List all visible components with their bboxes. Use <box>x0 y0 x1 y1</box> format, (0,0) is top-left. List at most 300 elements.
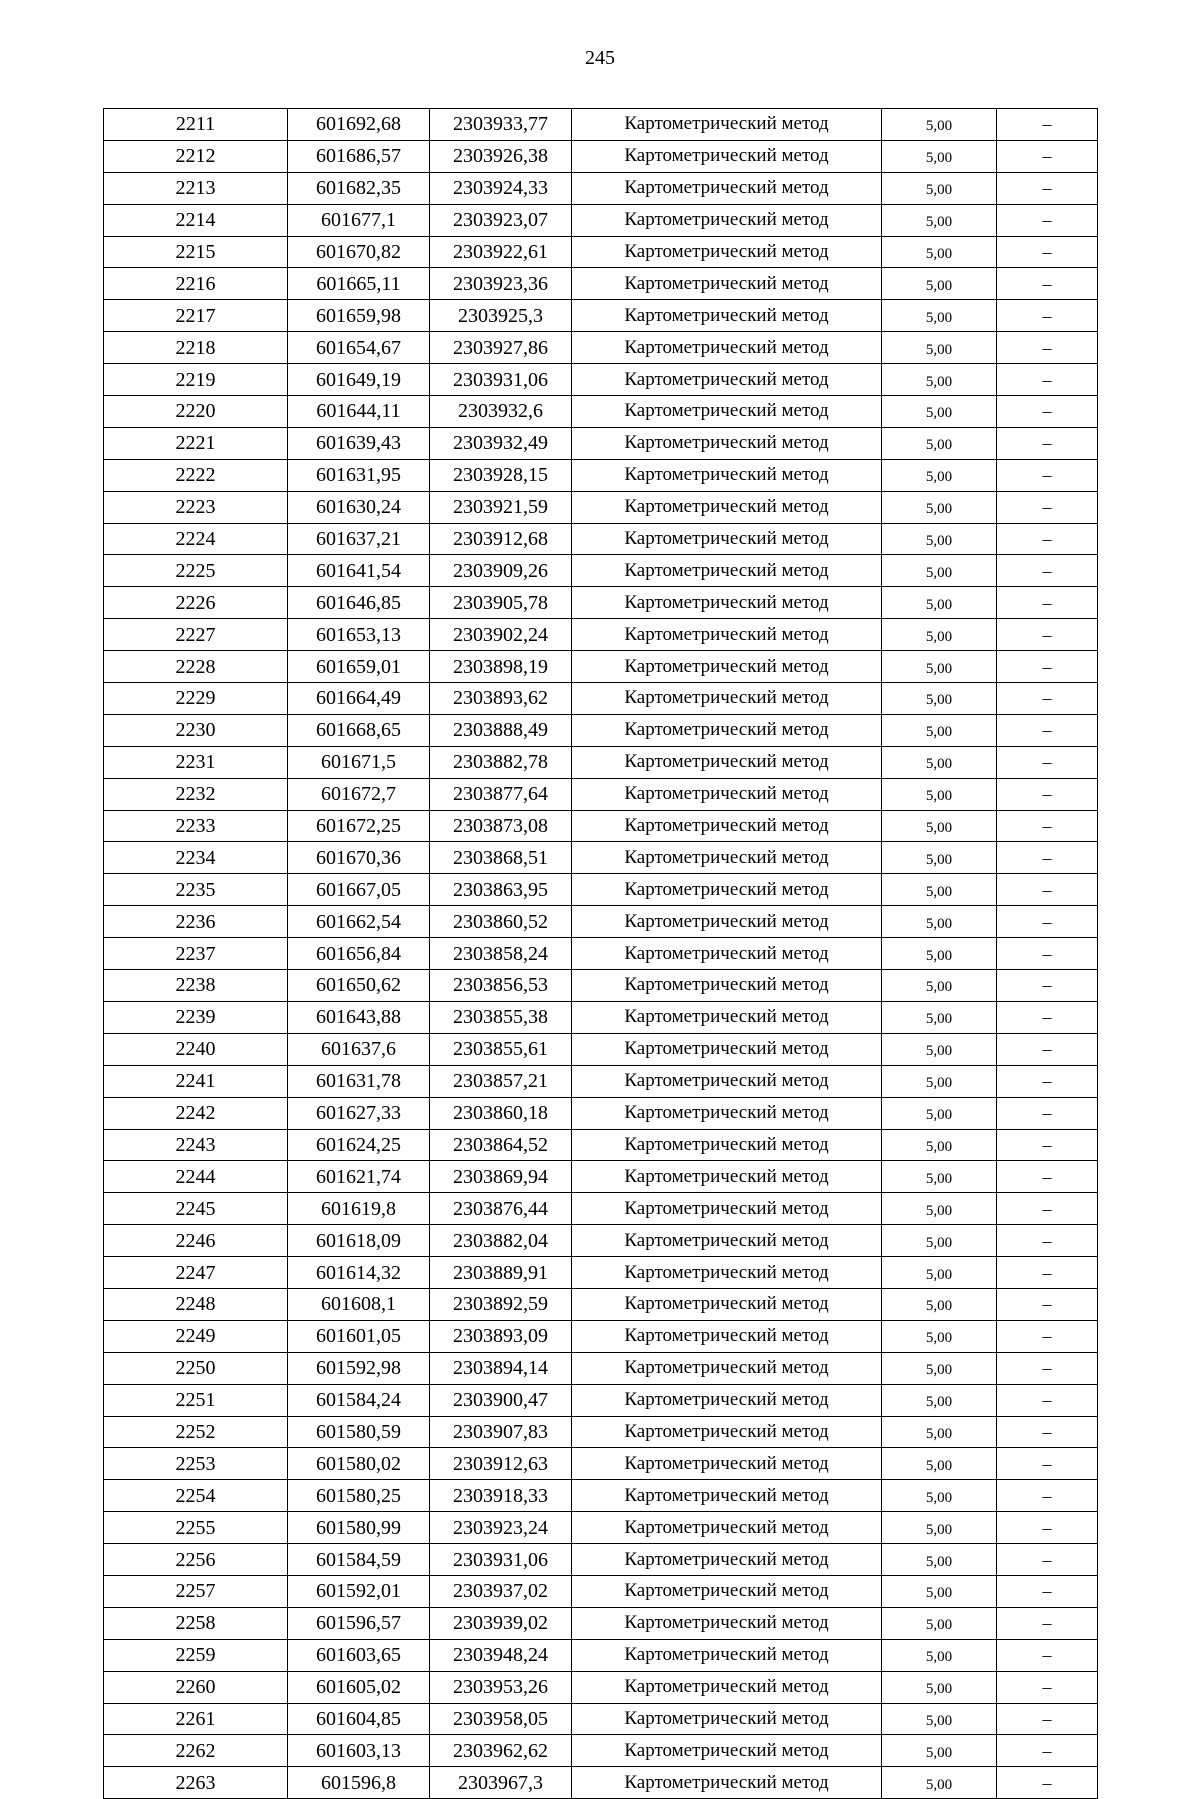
method-cell: Картометрический метод <box>572 1033 882 1065</box>
accuracy-cell: 5,00 <box>882 810 997 842</box>
accuracy-cell: 5,00 <box>882 683 997 715</box>
y-coordinate-cell: 2303889,91 <box>430 1257 572 1289</box>
note-cell: – <box>997 1129 1098 1161</box>
table-row <box>104 1416 1098 1448</box>
table-row <box>104 523 1098 555</box>
note-cell: – <box>997 459 1098 491</box>
point-number-cell: 2228 <box>104 651 288 683</box>
y-coordinate-cell: 2303932,6 <box>430 396 572 428</box>
x-coordinate-cell: 601619,8 <box>288 1193 430 1225</box>
note-cell: – <box>997 651 1098 683</box>
y-coordinate-cell: 2303877,64 <box>430 778 572 810</box>
method-cell: Картометрический метод <box>572 619 882 651</box>
table-row <box>104 1065 1098 1097</box>
y-coordinate-cell: 2303922,61 <box>430 236 572 268</box>
note-cell: – <box>997 140 1098 172</box>
accuracy-cell: 5,00 <box>882 1065 997 1097</box>
note-cell: – <box>997 268 1098 300</box>
note-cell: – <box>997 938 1098 970</box>
method-cell: Картометрический метод <box>572 1257 882 1289</box>
y-coordinate-cell: 2303918,33 <box>430 1480 572 1512</box>
table-row <box>104 1033 1098 1065</box>
page-number: 245 <box>585 47 615 69</box>
accuracy-cell: 5,00 <box>882 1416 997 1448</box>
table-row <box>104 1097 1098 1129</box>
x-coordinate-cell: 601621,74 <box>288 1161 430 1193</box>
point-number-cell: 2218 <box>104 332 288 364</box>
accuracy-cell: 5,00 <box>882 1320 997 1352</box>
table-row <box>104 332 1098 364</box>
x-coordinate-cell: 601584,59 <box>288 1544 430 1576</box>
table-row <box>104 651 1098 683</box>
y-coordinate-cell: 2303939,02 <box>430 1607 572 1639</box>
y-coordinate-cell: 2303926,38 <box>430 140 572 172</box>
table-row <box>104 427 1098 459</box>
point-number-cell: 2251 <box>104 1384 288 1416</box>
note-cell: – <box>997 236 1098 268</box>
method-cell: Картометрический метод <box>572 874 882 906</box>
method-cell: Картометрический метод <box>572 1767 882 1799</box>
x-coordinate-cell: 601604,85 <box>288 1703 430 1735</box>
accuracy-cell: 5,00 <box>882 970 997 1002</box>
method-cell: Картометрический метод <box>572 491 882 523</box>
y-coordinate-cell: 2303924,33 <box>430 172 572 204</box>
table-row <box>104 1288 1098 1320</box>
note-cell: – <box>997 300 1098 332</box>
method-cell: Картометрический метод <box>572 1448 882 1480</box>
accuracy-cell: 5,00 <box>882 587 997 619</box>
point-number-cell: 2220 <box>104 396 288 428</box>
y-coordinate-cell: 2303902,24 <box>430 619 572 651</box>
point-number-cell: 2240 <box>104 1033 288 1065</box>
x-coordinate-cell: 601601,05 <box>288 1320 430 1352</box>
table-row <box>104 1129 1098 1161</box>
point-number-cell: 2221 <box>104 427 288 459</box>
accuracy-cell: 5,00 <box>882 1544 997 1576</box>
table-row <box>104 1001 1098 1033</box>
x-coordinate-cell: 601672,7 <box>288 778 430 810</box>
table-row <box>104 714 1098 746</box>
x-coordinate-cell: 601603,13 <box>288 1735 430 1767</box>
table-row <box>104 619 1098 651</box>
accuracy-cell: 5,00 <box>882 1033 997 1065</box>
method-cell: Картометрический метод <box>572 842 882 874</box>
note-cell: – <box>997 1480 1098 1512</box>
method-cell: Картометрический метод <box>572 970 882 1002</box>
note-cell: – <box>997 1320 1098 1352</box>
y-coordinate-cell: 2303869,94 <box>430 1161 572 1193</box>
method-cell: Картометрический метод <box>572 268 882 300</box>
table-row <box>104 970 1098 1002</box>
x-coordinate-cell: 601653,13 <box>288 619 430 651</box>
method-cell: Картометрический метод <box>572 1544 882 1576</box>
table-row <box>104 268 1098 300</box>
point-number-cell: 2211 <box>104 109 288 141</box>
method-cell: Картометрический метод <box>572 1161 882 1193</box>
point-number-cell: 2219 <box>104 364 288 396</box>
point-number-cell: 2216 <box>104 268 288 300</box>
y-coordinate-cell: 2303923,36 <box>430 268 572 300</box>
table-row <box>104 236 1098 268</box>
note-cell: – <box>997 619 1098 651</box>
y-coordinate-cell: 2303923,07 <box>430 204 572 236</box>
accuracy-cell: 5,00 <box>882 364 997 396</box>
x-coordinate-cell: 601671,5 <box>288 746 430 778</box>
method-cell: Картометрический метод <box>572 651 882 683</box>
point-number-cell: 2260 <box>104 1671 288 1703</box>
note-cell: – <box>997 1767 1098 1799</box>
point-number-cell: 2232 <box>104 778 288 810</box>
x-coordinate-cell: 601672,25 <box>288 810 430 842</box>
point-number-cell: 2236 <box>104 906 288 938</box>
y-coordinate-cell: 2303912,63 <box>430 1448 572 1480</box>
method-cell: Картометрический метод <box>572 1735 882 1767</box>
accuracy-cell: 5,00 <box>882 1607 997 1639</box>
y-coordinate-cell: 2303948,24 <box>430 1639 572 1671</box>
point-number-cell: 2230 <box>104 714 288 746</box>
y-coordinate-cell: 2303893,62 <box>430 683 572 715</box>
point-number-cell: 2235 <box>104 874 288 906</box>
x-coordinate-cell: 601580,25 <box>288 1480 430 1512</box>
note-cell: – <box>997 396 1098 428</box>
table-row <box>104 683 1098 715</box>
accuracy-cell: 5,00 <box>882 714 997 746</box>
accuracy-cell: 5,00 <box>882 1001 997 1033</box>
point-number-cell: 2243 <box>104 1129 288 1161</box>
accuracy-cell: 5,00 <box>882 1288 997 1320</box>
x-coordinate-cell: 601659,98 <box>288 300 430 332</box>
y-coordinate-cell: 2303932,49 <box>430 427 572 459</box>
point-number-cell: 2223 <box>104 491 288 523</box>
accuracy-cell: 5,00 <box>882 746 997 778</box>
method-cell: Картометрический метод <box>572 427 882 459</box>
point-number-cell: 2257 <box>104 1575 288 1607</box>
y-coordinate-cell: 2303905,78 <box>430 587 572 619</box>
note-cell: – <box>997 970 1098 1002</box>
y-coordinate-cell: 2303933,77 <box>430 109 572 141</box>
y-coordinate-cell: 2303873,08 <box>430 810 572 842</box>
point-number-cell: 2263 <box>104 1767 288 1799</box>
point-number-cell: 2245 <box>104 1193 288 1225</box>
method-cell: Картометрический метод <box>572 1320 882 1352</box>
coordinates-table-body <box>104 109 1098 1799</box>
x-coordinate-cell: 601584,24 <box>288 1384 430 1416</box>
point-number-cell: 2256 <box>104 1544 288 1576</box>
x-coordinate-cell: 601603,65 <box>288 1639 430 1671</box>
table-row <box>104 842 1098 874</box>
point-number-cell: 2213 <box>104 172 288 204</box>
note-cell: – <box>997 874 1098 906</box>
point-number-cell: 2224 <box>104 523 288 555</box>
y-coordinate-cell: 2303868,51 <box>430 842 572 874</box>
note-cell: – <box>997 1416 1098 1448</box>
accuracy-cell: 5,00 <box>882 1671 997 1703</box>
note-cell: – <box>997 1001 1098 1033</box>
x-coordinate-cell: 601656,84 <box>288 938 430 970</box>
point-number-cell: 2214 <box>104 204 288 236</box>
y-coordinate-cell: 2303907,83 <box>430 1416 572 1448</box>
point-number-cell: 2225 <box>104 555 288 587</box>
x-coordinate-cell: 601659,01 <box>288 651 430 683</box>
table-row <box>104 1512 1098 1544</box>
note-cell: – <box>997 523 1098 555</box>
accuracy-cell: 5,00 <box>882 140 997 172</box>
y-coordinate-cell: 2303931,06 <box>430 364 572 396</box>
method-cell: Картометрический метод <box>572 204 882 236</box>
note-cell: – <box>997 810 1098 842</box>
accuracy-cell: 5,00 <box>882 842 997 874</box>
y-coordinate-cell: 2303962,62 <box>430 1735 572 1767</box>
point-number-cell: 2252 <box>104 1416 288 1448</box>
note-cell: – <box>997 1448 1098 1480</box>
accuracy-cell: 5,00 <box>882 1384 997 1416</box>
table-row <box>104 746 1098 778</box>
accuracy-cell: 5,00 <box>882 427 997 459</box>
table-row <box>104 1161 1098 1193</box>
note-cell: – <box>997 746 1098 778</box>
x-coordinate-cell: 601665,11 <box>288 268 430 300</box>
note-cell: – <box>997 491 1098 523</box>
method-cell: Картометрический метод <box>572 1480 882 1512</box>
y-coordinate-cell: 2303856,53 <box>430 970 572 1002</box>
accuracy-cell: 5,00 <box>882 1257 997 1289</box>
note-cell: – <box>997 906 1098 938</box>
accuracy-cell: 5,00 <box>882 109 997 141</box>
x-coordinate-cell: 601654,67 <box>288 332 430 364</box>
note-cell: – <box>997 555 1098 587</box>
note-cell: – <box>997 1288 1098 1320</box>
y-coordinate-cell: 2303876,44 <box>430 1193 572 1225</box>
accuracy-cell: 5,00 <box>882 1735 997 1767</box>
table-row <box>104 1639 1098 1671</box>
note-cell: – <box>997 1225 1098 1257</box>
y-coordinate-cell: 2303882,04 <box>430 1225 572 1257</box>
y-coordinate-cell: 2303855,61 <box>430 1033 572 1065</box>
accuracy-cell: 5,00 <box>882 1703 997 1735</box>
method-cell: Картометрический метод <box>572 810 882 842</box>
method-cell: Картометрический метод <box>572 459 882 491</box>
note-cell: – <box>997 1671 1098 1703</box>
note-cell: – <box>997 714 1098 746</box>
note-cell: – <box>997 1544 1098 1576</box>
y-coordinate-cell: 2303864,52 <box>430 1129 572 1161</box>
note-cell: – <box>997 1512 1098 1544</box>
x-coordinate-cell: 601643,88 <box>288 1001 430 1033</box>
accuracy-cell: 5,00 <box>882 236 997 268</box>
note-cell: – <box>997 172 1098 204</box>
note-cell: – <box>997 109 1098 141</box>
table-row <box>104 364 1098 396</box>
table-row <box>104 1607 1098 1639</box>
point-number-cell: 2254 <box>104 1480 288 1512</box>
x-coordinate-cell: 601592,01 <box>288 1575 430 1607</box>
accuracy-cell: 5,00 <box>882 1512 997 1544</box>
accuracy-cell: 5,00 <box>882 459 997 491</box>
note-cell: – <box>997 1065 1098 1097</box>
x-coordinate-cell: 601664,49 <box>288 683 430 715</box>
point-number-cell: 2231 <box>104 746 288 778</box>
method-cell: Картометрический метод <box>572 140 882 172</box>
accuracy-cell: 5,00 <box>882 874 997 906</box>
point-number-cell: 2262 <box>104 1735 288 1767</box>
method-cell: Картометрический метод <box>572 1671 882 1703</box>
x-coordinate-cell: 601624,25 <box>288 1129 430 1161</box>
y-coordinate-cell: 2303953,26 <box>430 1671 572 1703</box>
y-coordinate-cell: 2303921,59 <box>430 491 572 523</box>
x-coordinate-cell: 601677,1 <box>288 204 430 236</box>
method-cell: Картометрический метод <box>572 906 882 938</box>
method-cell: Картометрический метод <box>572 1065 882 1097</box>
method-cell: Картометрический метод <box>572 587 882 619</box>
table-row <box>104 1384 1098 1416</box>
x-coordinate-cell: 601618,09 <box>288 1225 430 1257</box>
note-cell: – <box>997 427 1098 459</box>
method-cell: Картометрический метод <box>572 938 882 970</box>
method-cell: Картометрический метод <box>572 778 882 810</box>
point-number-cell: 2233 <box>104 810 288 842</box>
accuracy-cell: 5,00 <box>882 938 997 970</box>
table-row <box>104 172 1098 204</box>
y-coordinate-cell: 2303882,78 <box>430 746 572 778</box>
x-coordinate-cell: 601596,57 <box>288 1607 430 1639</box>
method-cell: Картометрический метод <box>572 1703 882 1735</box>
method-cell: Картометрический метод <box>572 300 882 332</box>
accuracy-cell: 5,00 <box>882 1575 997 1607</box>
point-number-cell: 2247 <box>104 1257 288 1289</box>
y-coordinate-cell: 2303925,3 <box>430 300 572 332</box>
x-coordinate-cell: 601637,6 <box>288 1033 430 1065</box>
y-coordinate-cell: 2303888,49 <box>430 714 572 746</box>
y-coordinate-cell: 2303858,24 <box>430 938 572 970</box>
method-cell: Картометрический метод <box>572 1193 882 1225</box>
point-number-cell: 2222 <box>104 459 288 491</box>
table-row <box>104 109 1098 141</box>
note-cell: – <box>997 1703 1098 1735</box>
y-coordinate-cell: 2303931,06 <box>430 1544 572 1576</box>
x-coordinate-cell: 601641,54 <box>288 555 430 587</box>
method-cell: Картометрический метод <box>572 364 882 396</box>
point-number-cell: 2253 <box>104 1448 288 1480</box>
point-number-cell: 2244 <box>104 1161 288 1193</box>
table-row <box>104 1575 1098 1607</box>
table-row <box>104 1257 1098 1289</box>
table-row <box>104 491 1098 523</box>
method-cell: Картометрический метод <box>572 1352 882 1384</box>
method-cell: Картометрический метод <box>572 1384 882 1416</box>
method-cell: Картометрический метод <box>572 1001 882 1033</box>
method-cell: Картометрический метод <box>572 1225 882 1257</box>
point-number-cell: 2250 <box>104 1352 288 1384</box>
method-cell: Картометрический метод <box>572 1288 882 1320</box>
y-coordinate-cell: 2303937,02 <box>430 1575 572 1607</box>
x-coordinate-cell: 601650,62 <box>288 970 430 1002</box>
accuracy-cell: 5,00 <box>882 332 997 364</box>
note-cell: – <box>997 204 1098 236</box>
x-coordinate-cell: 601592,98 <box>288 1352 430 1384</box>
accuracy-cell: 5,00 <box>882 172 997 204</box>
note-cell: – <box>997 587 1098 619</box>
note-cell: – <box>997 778 1098 810</box>
x-coordinate-cell: 601639,43 <box>288 427 430 459</box>
point-number-cell: 2249 <box>104 1320 288 1352</box>
note-cell: – <box>997 1257 1098 1289</box>
y-coordinate-cell: 2303892,59 <box>430 1288 572 1320</box>
y-coordinate-cell: 2303860,52 <box>430 906 572 938</box>
point-number-cell: 2215 <box>104 236 288 268</box>
x-coordinate-cell: 601686,57 <box>288 140 430 172</box>
x-coordinate-cell: 601596,8 <box>288 1767 430 1799</box>
x-coordinate-cell: 601627,33 <box>288 1097 430 1129</box>
table-row <box>104 459 1098 491</box>
y-coordinate-cell: 2303900,47 <box>430 1384 572 1416</box>
x-coordinate-cell: 601608,1 <box>288 1288 430 1320</box>
table-row <box>104 396 1098 428</box>
note-cell: – <box>997 1735 1098 1767</box>
table-row <box>104 874 1098 906</box>
accuracy-cell: 5,00 <box>882 1161 997 1193</box>
point-number-cell: 2229 <box>104 683 288 715</box>
accuracy-cell: 5,00 <box>882 1767 997 1799</box>
method-cell: Картометрический метод <box>572 746 882 778</box>
point-number-cell: 2242 <box>104 1097 288 1129</box>
method-cell: Картометрический метод <box>572 332 882 364</box>
method-cell: Картометрический метод <box>572 1575 882 1607</box>
y-coordinate-cell: 2303855,38 <box>430 1001 572 1033</box>
point-number-cell: 2234 <box>104 842 288 874</box>
method-cell: Картометрический метод <box>572 1097 882 1129</box>
accuracy-cell: 5,00 <box>882 204 997 236</box>
note-cell: – <box>997 332 1098 364</box>
method-cell: Картометрический метод <box>572 172 882 204</box>
y-coordinate-cell: 2303909,26 <box>430 555 572 587</box>
note-cell: – <box>997 1352 1098 1384</box>
point-number-cell: 2259 <box>104 1639 288 1671</box>
x-coordinate-cell: 601631,78 <box>288 1065 430 1097</box>
note-cell: – <box>997 1575 1098 1607</box>
note-cell: – <box>997 1384 1098 1416</box>
table-row <box>104 906 1098 938</box>
table-row <box>104 1767 1098 1799</box>
x-coordinate-cell: 601682,35 <box>288 172 430 204</box>
point-number-cell: 2226 <box>104 587 288 619</box>
method-cell: Картометрический метод <box>572 714 882 746</box>
y-coordinate-cell: 2303958,05 <box>430 1703 572 1735</box>
x-coordinate-cell: 601580,02 <box>288 1448 430 1480</box>
note-cell: – <box>997 1033 1098 1065</box>
method-cell: Картометрический метод <box>572 1639 882 1671</box>
x-coordinate-cell: 601667,05 <box>288 874 430 906</box>
y-coordinate-cell: 2303863,95 <box>430 874 572 906</box>
method-cell: Картометрический метод <box>572 1607 882 1639</box>
table-row <box>104 938 1098 970</box>
point-number-cell: 2238 <box>104 970 288 1002</box>
table-row <box>104 140 1098 172</box>
note-cell: – <box>997 1161 1098 1193</box>
method-cell: Картометрический метод <box>572 683 882 715</box>
point-number-cell: 2258 <box>104 1607 288 1639</box>
table-row <box>104 1320 1098 1352</box>
x-coordinate-cell: 601670,36 <box>288 842 430 874</box>
accuracy-cell: 5,00 <box>882 555 997 587</box>
accuracy-cell: 5,00 <box>882 1480 997 1512</box>
table-row <box>104 1735 1098 1767</box>
note-cell: – <box>997 683 1098 715</box>
method-cell: Картометрический метод <box>572 109 882 141</box>
note-cell: – <box>997 842 1098 874</box>
accuracy-cell: 5,00 <box>882 778 997 810</box>
x-coordinate-cell: 601637,21 <box>288 523 430 555</box>
note-cell: – <box>997 1097 1098 1129</box>
